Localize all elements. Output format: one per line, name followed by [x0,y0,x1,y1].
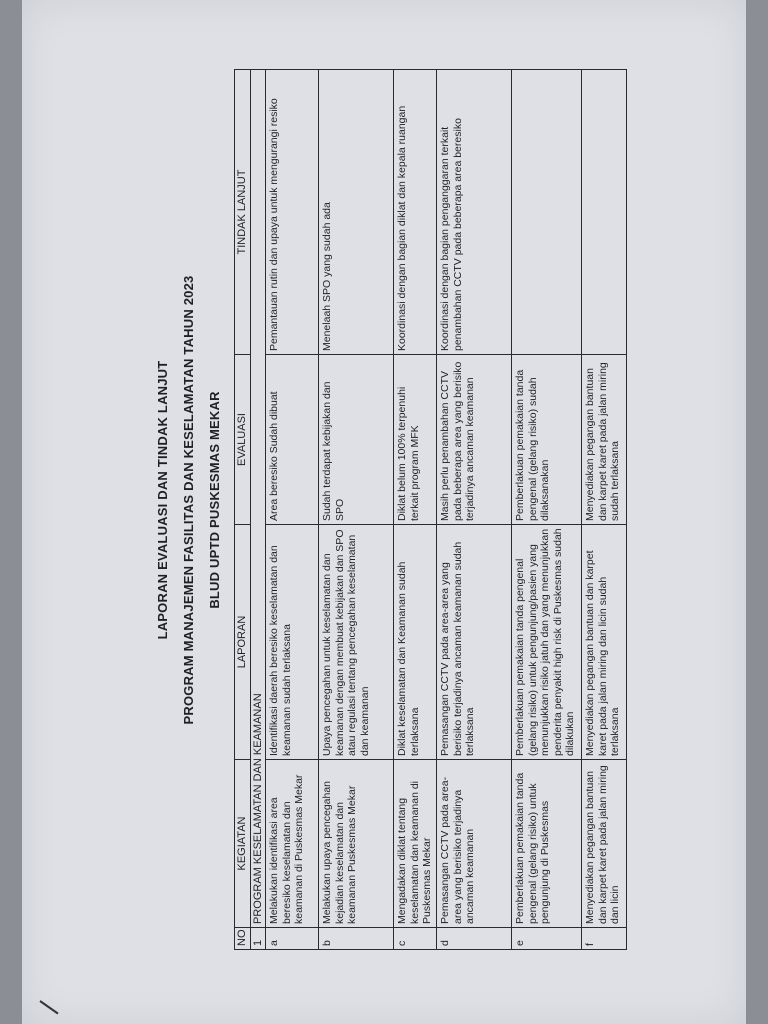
table-row [266,70,319,950]
row-no: e [512,928,582,950]
section-row [250,70,266,950]
row-no: d [437,928,512,950]
row-evaluasi: Pemberlakuan pemakaian tanda pengenal (gelang risiko) sudah dilaksanakan [512,355,582,525]
row-kegiatan: Melakukan upaya pencegahan kejadian keselamatan dan keamanan Puskesmas Mekar [319,760,394,928]
document-title-block [150,40,228,960]
section-title: PROGRAM KESELAMATAN DAN KEAMANAN [250,70,266,928]
table-row [319,70,394,950]
row-laporan: Diklat keselamatan dan Keamanan sudah terlaksana [394,525,437,760]
row-laporan: Pemasangan CCTV pada area-area yang berisiko terjadinya ancaman keamanan sudah terlaksana [437,525,512,760]
row-evaluasi: Area beresiko Sudah dibuat [266,355,319,525]
row-tindak-lanjut: Pemantauan rutin dan upaya untuk mengurangi resiko [266,70,319,355]
row-no: a [266,928,319,950]
row-tindak-lanjut: Koordinasi dengan bagian penganggaran terkait penambahan CCTV pada beberapa area beresiko [437,70,512,355]
row-no: c [394,928,437,950]
header-evaluasi: EVALUASI [235,355,251,525]
row-tindak-lanjut [582,70,627,355]
row-evaluasi: Sudah terdapat kebijakan dan SPO [319,355,394,525]
row-no: f [582,928,627,950]
row-kegiatan: Menyediakan pegangan bantuan dan karpet karet pada jalan miring dan licin [582,760,627,928]
row-laporan: Identifikasi daerah beresiko keselamatan dan keamanan sudah terlaksana [266,525,319,760]
document-title: LAPORAN EVALUASI DAN TINDAK LANJUT [155,360,170,640]
header-no: NO [235,928,251,950]
row-laporan: Upaya pencegahan untuk keselamatan dan keamanan dengan membuat kebijakan dan SPO atau regulasi tentang pencegahan keselamatan dan keamanan [319,525,394,760]
row-tindak-lanjut: Koordinasi dengan bagian diklat dan kepala ruangan [394,70,437,355]
row-kegiatan: Pemasangan CCTV pada area-area yang berisiko terjadinya ancaman keamanan [437,760,512,928]
row-tindak-lanjut: Menelaah SPO yang sudah ada [319,70,394,355]
row-evaluasi: Menyediakan pegangan bantuan dan karpet karet pada jalan miring sudah terlaksana [582,355,627,525]
paper-sheet [22,0,746,1024]
table-header-row [235,70,251,950]
evaluation-table [234,69,627,950]
header-kegiatan: KEGIATAN [235,760,251,928]
header-tindak-lanjut: TINDAK LANJUT [235,70,251,355]
document-subtitle-program: PROGRAM MANAJEMEN FASILITAS DAN KESELAMATAN TAHUN 2023 [181,275,196,725]
document-subtitle-org: BLUD UPTD PUSKESMAS MEKAR [207,391,222,609]
row-kegiatan: Pemberlakuan pemakaian tanda pengenal (gelang risiko) untuk pengunjung di Puskesmas [512,760,582,928]
row-laporan: Pemberlakuan pemakaian tanda pengenal (gelang risiko) untuk pengunjung/pasien yang menunjukkan risiko jatuh dan yang menunjukkan penderita penyakit high risk di Puskesmas sudah dilakukan [512,525,582,760]
table-row [582,70,627,950]
header-laporan: LAPORAN [235,525,251,760]
row-kegiatan: Mengadakan diklat tentang keselamatan dan keamanan di Puskesmas Mekar [394,760,437,928]
table-row [512,70,582,950]
row-tindak-lanjut [512,70,582,355]
section-number: 1 [250,928,266,950]
row-kegiatan: Melakukan identifikasi area beresiko keselamatan dan keamanan di Puskesmas Mekar [266,760,319,928]
table-row [437,70,512,950]
rotated-document [150,40,660,960]
table-row [394,70,437,950]
row-evaluasi: Masih perlu penambahan CCTV pada beberapa area yang berisiko terjadinya ancaman keamanan [437,355,512,525]
row-no: b [319,928,394,950]
row-laporan: Menyediakan pegangan bantuan dan karpet karet pada jalan miring dan licin sudah terlaksana [582,525,627,760]
row-evaluasi: Diklat belum 100% terpenuhi terkait program MFK [394,355,437,525]
